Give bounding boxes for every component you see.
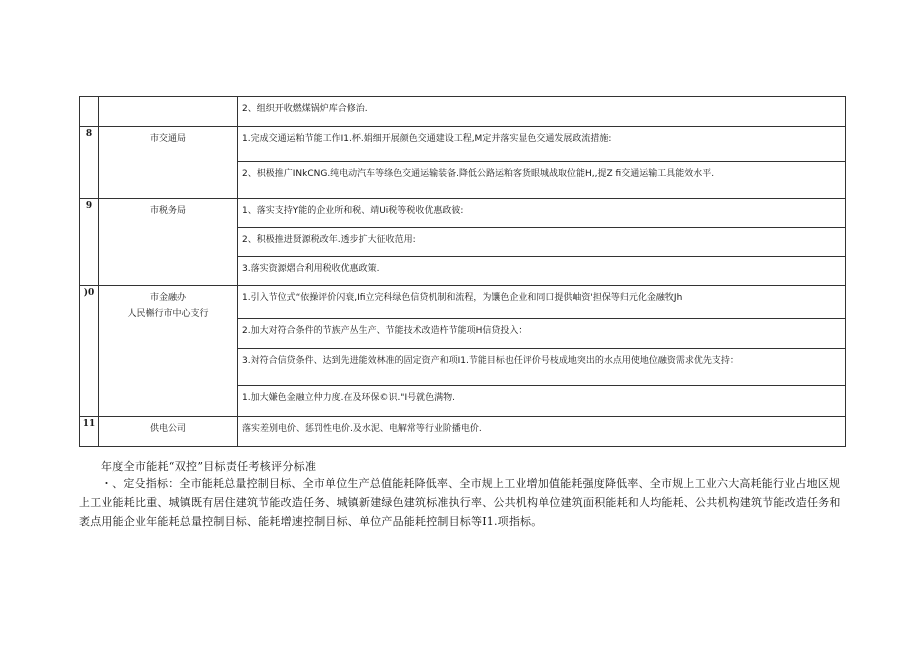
definition-paragraph: ・、定殳指标：全市能耗总量控制目标、全市单位生产总值能耗降低率、全市规上工业增加值能耗强度降低率、全市规上工业六大高耗能行业占地区规上工业能耗比重、城镇既有居住建筑节能改造任务、城镇新建绿色建筑标准执行率、公共机构单位建筑面积能耗和人均能耗、公共机构建筑节能改造任务和袤点用能企业年能耗总量控制目标、能耗增速控制目标、单位产品能耗控制目标等I1.项指标。 <box>79 477 841 528</box>
table-row <box>80 286 846 319</box>
measure-text: 1.加大嫌色金融立仲力度.在及环保©识."I号就色满物. <box>238 386 846 417</box>
measure-text: 3.落实资源熠合利用税收优惠政策. <box>238 257 846 286</box>
row-number: 11 <box>80 417 99 447</box>
row-number: 8 <box>80 127 99 199</box>
table-row <box>80 97 846 127</box>
row-number: 9 <box>80 199 99 286</box>
section-caption: 年度全市能耗“双控”目标责任考核评分标准 <box>101 460 317 473</box>
measure-text: 2.加大对符合条件的节族产丛生产、节能技术改造杵节能项H信贷投入： <box>238 319 846 349</box>
row-number: )0 <box>80 286 99 417</box>
measure-text: 2、积极推进贤源税改年.透步扩大征收范用: <box>238 228 846 257</box>
department-cell <box>99 97 238 127</box>
department-cell <box>99 417 238 447</box>
measure-text: 3.対符合信贷条件、达到先进能效林准的固定资产和项I1.节能目标也任评价号枝成地突出的水点用使地位融资需求优先支持： <box>238 349 846 386</box>
responsibility-table <box>79 96 846 447</box>
table-row <box>80 199 846 228</box>
table-row <box>80 127 846 162</box>
department-name: 市交通局 <box>149 134 186 144</box>
department-cell <box>99 286 238 417</box>
department-name: 人民槲行市中心支行 <box>127 309 209 319</box>
measure-text: 2、组织开收燃煤锅炉库合修治. <box>238 97 846 127</box>
measure-text: 2、枳极推广INkCNG.纯电动汽车等绦色交通运输装备.降低公路运粕客货眼城战取位能H,,提Z fi交通运输工具能效水平. <box>238 162 846 199</box>
table-row <box>80 417 846 447</box>
measure-text: 1、落实支持Y能的企业所和税、靖Ui税等税收优惠政彼: <box>238 199 846 228</box>
department-cell <box>99 127 238 199</box>
department-name: 供电公司 <box>149 424 186 434</box>
measure-text: 1.完成交通运粕节能工作I1.杯.娟细开展颜色交通建设工程,M定并落实显色交通发展政流措施: <box>238 127 846 162</box>
measure-text: 1.引入节位式“依操评价闪衰,Ifi立完科绿色信贷机制和流程，为馕色企业和同口提供岫资'担保等归元化金融牧Jh <box>238 286 846 319</box>
department-name: 市金融办 <box>149 293 186 303</box>
measure-text: 落实差别电价、惩罚性电价.及水泥、电解常等行业阶播电价. <box>238 417 846 447</box>
department-name: 市税务局 <box>149 206 186 216</box>
department-cell <box>99 199 238 286</box>
row-number <box>80 97 99 127</box>
